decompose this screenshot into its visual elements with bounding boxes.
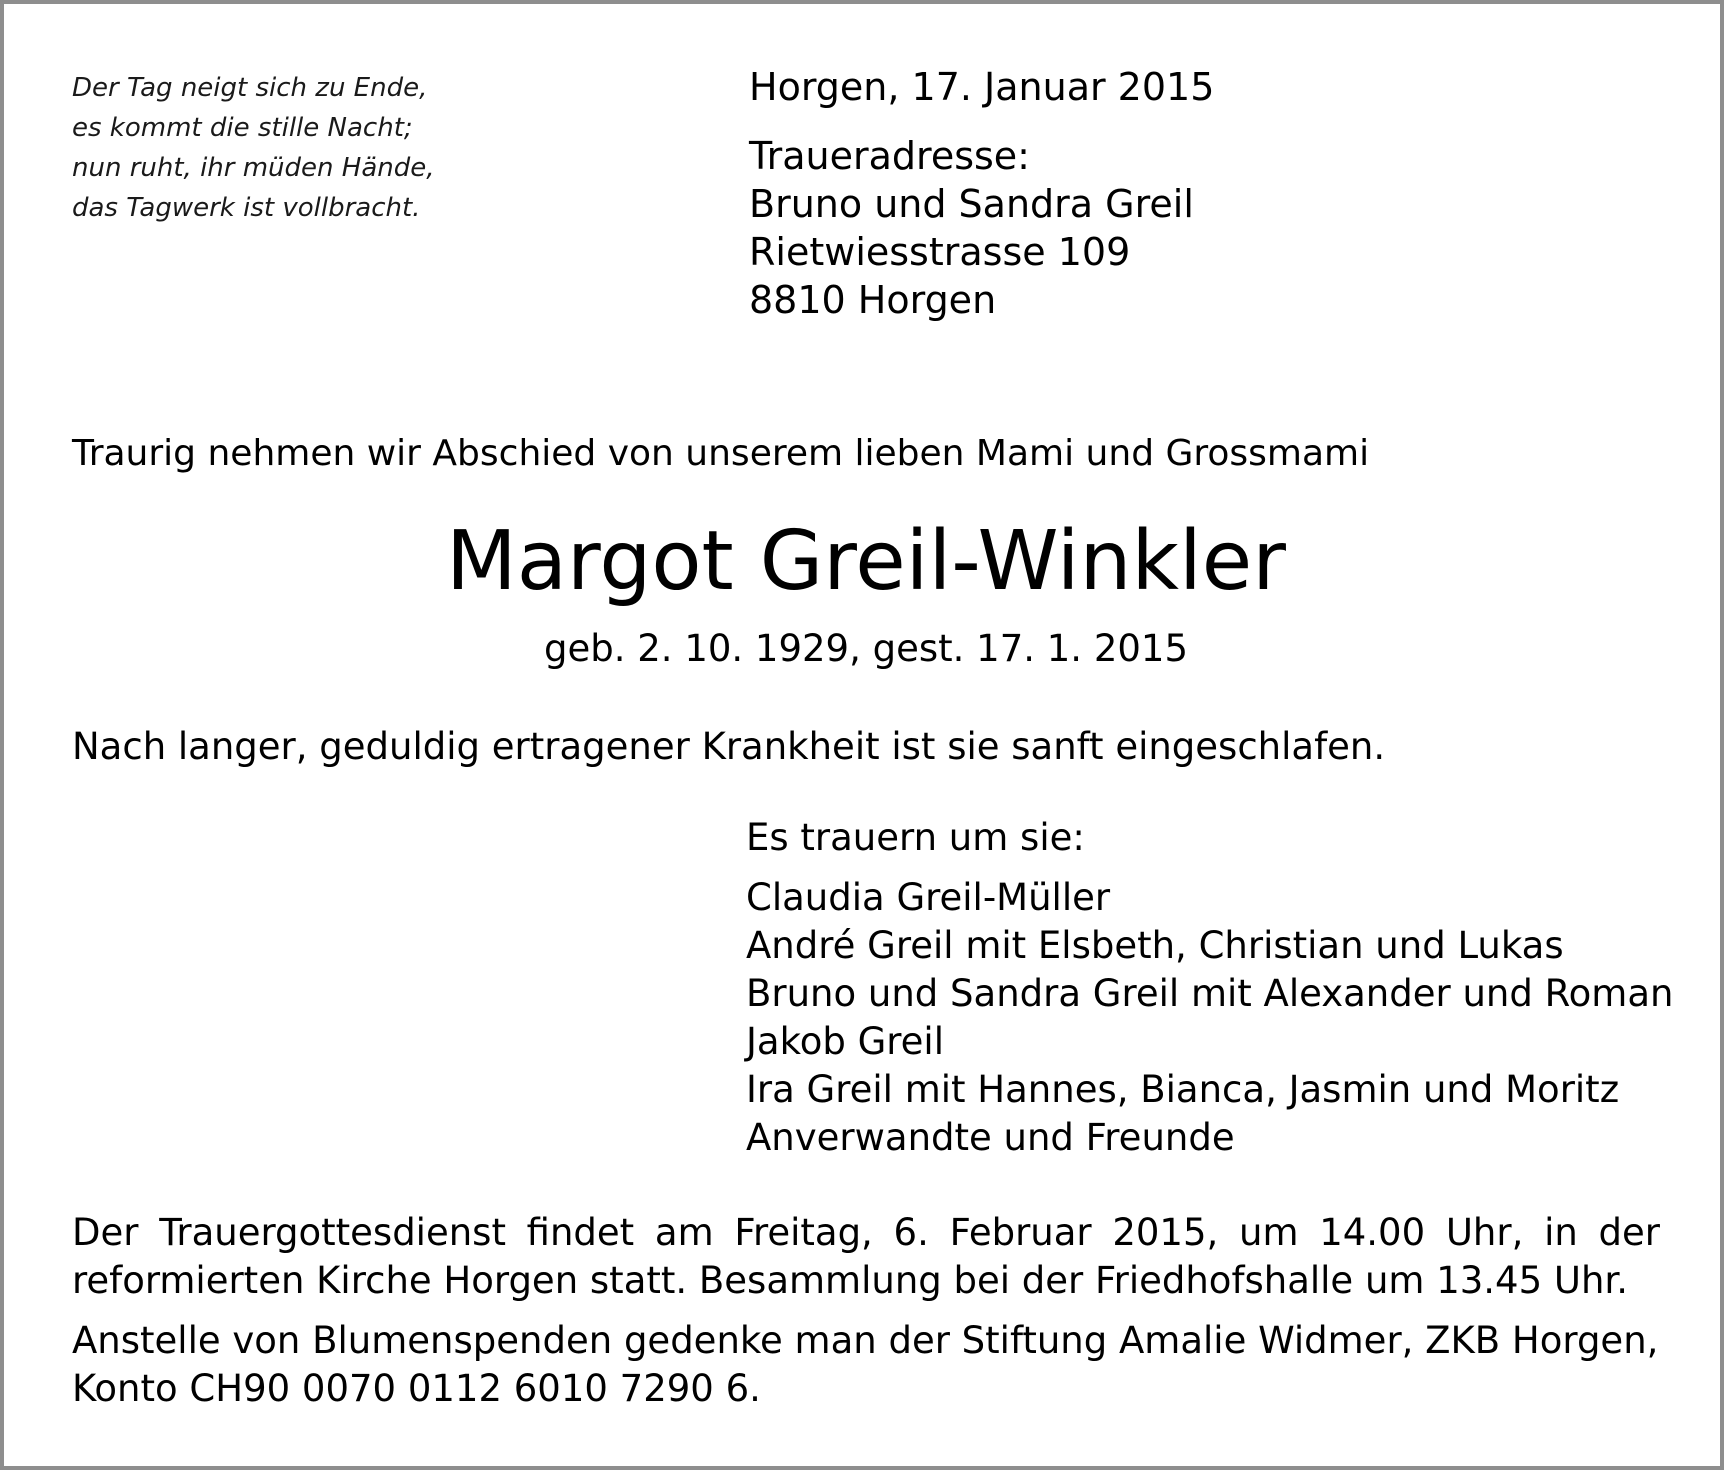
service-line: Der Trauergottesdienst findet am Freitag, 6. Februar 2015, um 14.00 Uhr, in der: [72, 1211, 1660, 1254]
address-line: Rietwiesstrasse 109: [749, 230, 1131, 274]
mourners-heading: Es trauern um sie:: [746, 816, 1085, 859]
mourner-line: Jakob Greil: [746, 1020, 944, 1063]
address-line: 8810 Horgen: [749, 278, 997, 322]
service-line: reformierten Kirche Horgen statt. Besammlung bei der Friedhofshalle um 13.45 Uhr.: [72, 1259, 1629, 1302]
poem-line: es kommt die stille Nacht;: [72, 113, 413, 143]
mourners-list: [746, 814, 1673, 1162]
poem-line: Der Tag neigt sich zu Ende,: [72, 73, 428, 103]
intro-text: Traurig nehmen wir Abschied von unserem lieben Mami und Grossmami: [72, 433, 1370, 474]
funeral-service-info: [72, 1209, 1660, 1305]
poem: [72, 68, 435, 228]
donation-line: Konto CH90 0070 0112 6010 7290 6.: [72, 1367, 761, 1410]
mourner-line: André Greil mit Elsbeth, Christian und Lukas: [746, 924, 1564, 967]
mourner-line: Bruno und Sandra Greil mit Alexander und Roman: [746, 972, 1674, 1015]
poem-line: nun ruht, ihr müden Hände,: [72, 153, 435, 183]
mourner-line: Ira Greil mit Hannes, Bianca, Jasmin und Moritz: [746, 1068, 1620, 1111]
poem-line: das Tagwerk ist vollbracht.: [72, 193, 421, 223]
illness-statement: Nach langer, geduldig ertragener Krankheit ist sie sanft eingeschlafen.: [72, 725, 1386, 768]
mourner-line: Anverwandte und Freunde: [746, 1116, 1235, 1159]
mourning-address: [749, 132, 1194, 324]
donation-info: [72, 1317, 1658, 1413]
mourner-line: Claudia Greil-Müller: [746, 876, 1111, 919]
donation-line: Anstelle von Blumenspenden gedenke man der Stiftung Amalie Widmer, ZKB Horgen,: [72, 1319, 1659, 1362]
place-date: Horgen, 17. Januar 2015: [749, 65, 1215, 109]
life-dates: geb. 2. 10. 1929, gest. 17. 1. 2015: [544, 627, 1188, 670]
address-heading: Traueradresse:: [749, 134, 1030, 178]
address-line: Bruno und Sandra Greil: [749, 182, 1194, 226]
deceased-name: Margot Greil-Winkler: [446, 514, 1286, 609]
